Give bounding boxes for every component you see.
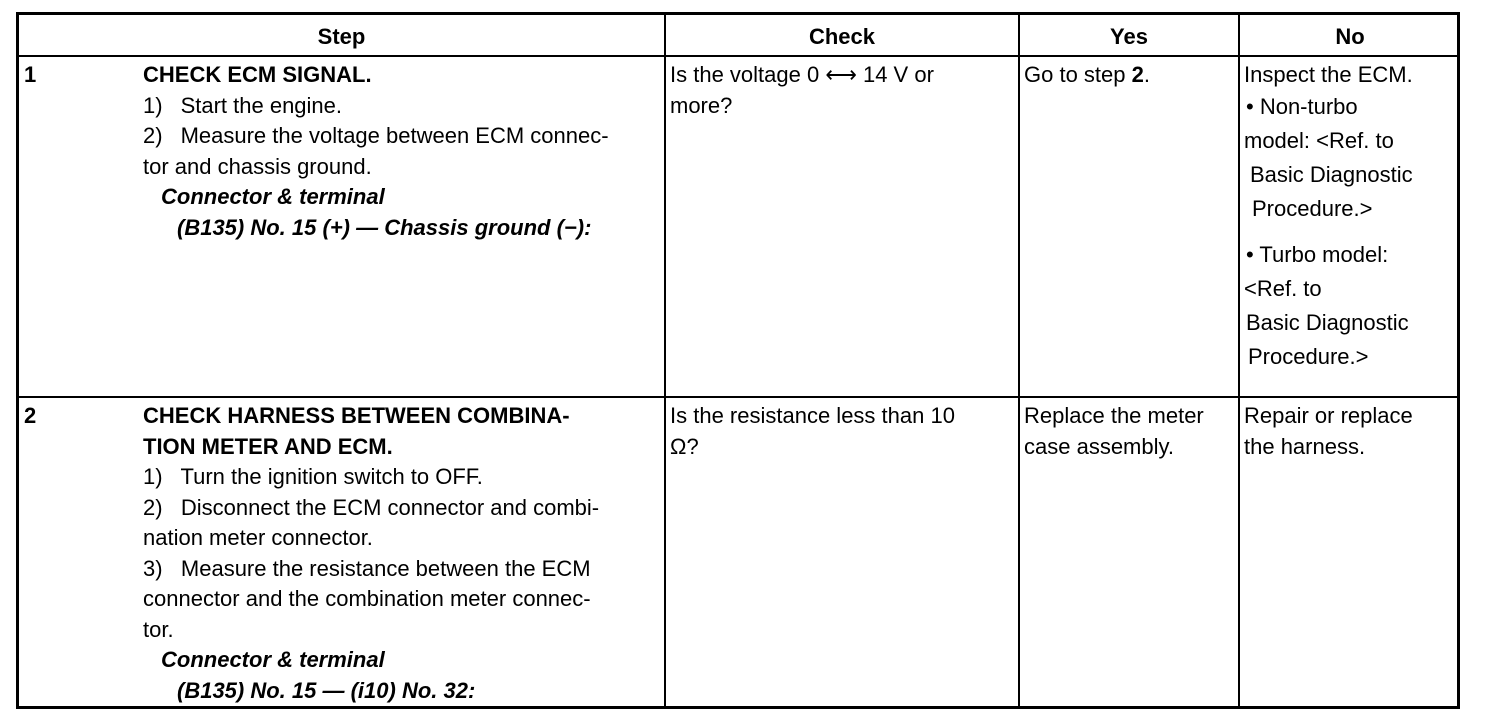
- row2-step-content: [143, 401, 599, 706]
- row1-no-intro: Inspect the ECM.: [1244, 62, 1413, 87]
- row1-connector-label: Connector & terminal: [161, 184, 385, 209]
- row1-step-number: 1: [24, 62, 37, 87]
- row2-instruction-1: 1) Turn the ignition switch to OFF.: [143, 464, 483, 489]
- row1-no: Inspect the ECM. • Non-turbo model: <Ref. to Basic Diagnostic Procedure.> • Turbo model: <Ref. to Basic Diagnostic Procedure.>: [1244, 62, 1413, 369]
- header-check: Check: [808, 23, 876, 49]
- diagnostic-table: [16, 12, 1460, 709]
- column-divider-check: [664, 15, 666, 706]
- row1-instruction-cont: tor and chassis ground.: [143, 153, 372, 179]
- row1-check: Is the voltage 0 ⟷ 14 V or more?: [670, 62, 934, 118]
- row2-connector-label: Connector & terminal: [161, 647, 385, 672]
- row1-title: CHECK ECM SIGNAL.: [143, 62, 372, 87]
- row2-instruction-3-cont: connector and the combination meter connec-: [143, 586, 591, 611]
- column-divider-yes: [1018, 15, 1020, 706]
- row2-title-line-1: CHECK HARNESS BETWEEN COMBINA-: [143, 403, 570, 428]
- row2-yes: Replace the meter case assembly.: [1024, 403, 1204, 459]
- header-step: Step: [317, 23, 366, 49]
- row1-instruction-2: 2) Measure the voltage between ECM connec-: [143, 123, 609, 148]
- row1-connector-detail: (B135) No. 15 (+) — Chassis ground (−):: [177, 214, 592, 240]
- row2-check: Is the resistance less than 10 Ω?: [670, 403, 955, 459]
- row2-connector-detail: (B135) No. 15 — (i10) No. 32:: [177, 677, 476, 703]
- header-no: No: [1335, 23, 1365, 49]
- row-divider: [19, 396, 1457, 398]
- row2-instruction-3-cont2: tor.: [143, 616, 174, 642]
- row2-step-number: 2: [24, 403, 37, 428]
- row2-title-line-2: TION METER AND ECM.: [143, 433, 393, 459]
- row2-instruction-2-cont: nation meter connector.: [143, 525, 373, 550]
- row1-yes-step-link: 2: [1131, 62, 1144, 87]
- row2-no: Repair or replace the harness.: [1244, 403, 1413, 459]
- row1-yes: Go to step 2.: [1024, 62, 1150, 87]
- row1-instruction-1: 1) Start the engine.: [143, 92, 343, 118]
- row1-step-content: [143, 60, 609, 243]
- row2-instruction-3: 3) Measure the resistance between the ECM: [143, 555, 591, 581]
- header-yes: Yes: [1110, 23, 1148, 49]
- row2-instruction-2: 2) Disconnect the ECM connector and combi-: [143, 494, 600, 520]
- column-divider-no: [1238, 15, 1240, 706]
